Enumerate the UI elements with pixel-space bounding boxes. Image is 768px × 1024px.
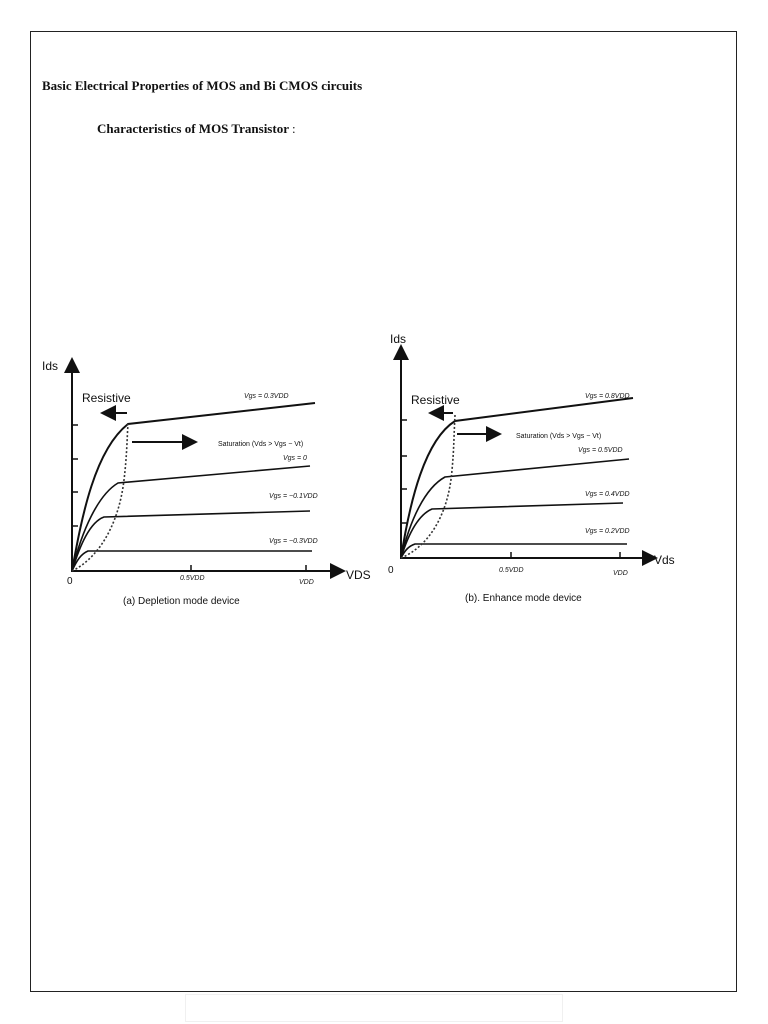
curve-label-4: Vgs = −0.3VDD xyxy=(269,538,318,545)
curve-label-2: Vgs = 0.5VDD xyxy=(578,447,623,454)
y-axis-label: Ids xyxy=(42,359,59,373)
curve-vgs-0.2vdd xyxy=(401,544,627,558)
document-heading: Basic Electrical Properties of MOS and Bi CMOS circuits xyxy=(42,78,363,93)
origin-label: 0 xyxy=(67,576,73,587)
saturation-label: Saturation (Vds > Vgs − Vt) xyxy=(218,441,304,448)
curve-label-2: Vgs = 0 xyxy=(283,455,307,462)
x-tick-end-label: VDD xyxy=(613,570,628,577)
resistive-label: Resistive xyxy=(82,391,131,405)
x-tick-mid-label: 0.5VDD xyxy=(499,567,524,574)
curve-label-4: Vgs = 0.2VDD xyxy=(585,528,630,535)
y-axis-label: Ids xyxy=(390,332,407,346)
subheading-colon: : xyxy=(291,121,296,136)
origin-label: 0 xyxy=(388,565,394,576)
curve-label-3: Vgs = −0.1VDD xyxy=(269,493,318,500)
curve-label-1: Vgs = 0.8VDD xyxy=(585,393,630,400)
curve-label-1: Vgs = 0.3VDD xyxy=(244,393,289,400)
x-axis-label: VDS xyxy=(346,568,371,582)
figure-caption: (a) Depletion mode device xyxy=(123,596,240,607)
curve-label-3: Vgs = 0.4VDD xyxy=(585,491,630,498)
x-axis-label: Vds xyxy=(654,553,675,567)
x-tick-end-label: VDD xyxy=(299,579,314,586)
figure-caption: (b). Enhance mode device xyxy=(465,593,582,604)
subheading-text: Characteristics of MOS Transistor xyxy=(97,121,289,136)
footer-strip xyxy=(185,994,563,1022)
x-tick-mid-label: 0.5VDD xyxy=(180,575,205,582)
resistive-label: Resistive xyxy=(411,393,460,407)
saturation-label: Saturation (Vds > Vgs − Vt) xyxy=(516,433,602,440)
